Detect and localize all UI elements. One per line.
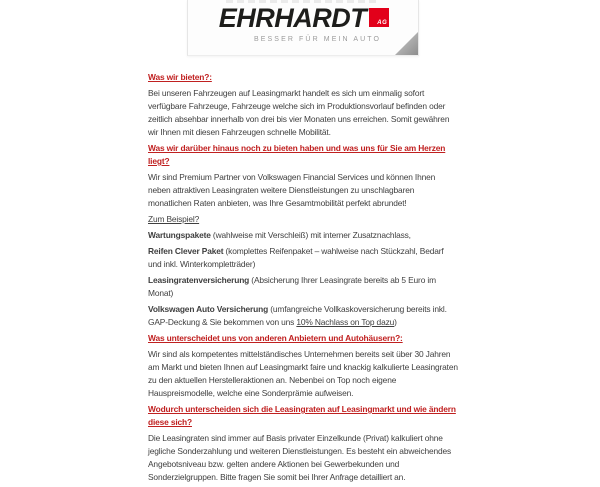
company-logo <box>187 0 419 56</box>
text-run: Zum Beispiel? <box>148 214 200 224</box>
heading-darueber-hinaus <box>148 142 458 168</box>
para-premium-partner <box>148 171 458 210</box>
text-run: Wodurch unterscheiden sich die Leasingraten auf Leasingmarkt und wie ändern diese sich? <box>148 404 456 427</box>
para-vw-auto-versicherung <box>148 303 458 329</box>
logo-badge-text: AG <box>377 20 388 26</box>
text-run: Was wir bieten?: <box>148 72 212 82</box>
text-run: Bei unseren Fahrzeugen auf Leasingmarkt handelt es sich um einmalig sofort verfügbare Fahrzeuge, Fahrzeuge welche sich im Produktionsvorlauf befinden oder zeitlich absehbar innerhalb von drei bis vier Monaten uns erreichen. Somit gewähren wir Ihnen mit diesen Fahrzeugen schnelle Mobilität. <box>148 88 450 137</box>
para-wartungspakete <box>148 229 458 242</box>
line-zum-beispiel <box>148 213 458 226</box>
document-body <box>148 71 458 487</box>
text-run: (Absicherung Ihrer Leasingrate bereits ab 5 Euro im Monat) <box>148 275 436 298</box>
logo-wordmark: EHRHARDT <box>218 3 367 33</box>
page-fold-icon <box>395 32 418 55</box>
text-run: Wartungspakete <box>148 230 211 240</box>
logo-red-badge <box>369 8 389 27</box>
para-reifen-clever-paket <box>148 245 458 271</box>
para-fahrzeuge <box>148 87 458 139</box>
text-run: Was wir darüber hinaus noch zu bieten haben und was uns für Sie am Herzen liegt? <box>148 143 446 166</box>
heading-leasingraten-unterschied <box>148 403 458 429</box>
para-leasingratenversicherung <box>148 274 458 300</box>
text-run: ) <box>394 317 397 327</box>
text-run: Reifen Clever Paket <box>148 246 224 256</box>
heading-was-wir-bieten <box>148 71 458 84</box>
heading-unterscheidet-uns <box>148 332 458 345</box>
text-run: Die Leasingraten sind immer auf Basis privater Einzelkunde (Privat) kalkuliert ohne jegliche Sonderzahlung und weiteren Dienstleistungen. Es besteht ein abweichendes Angebotsniveau bzw. gelten andere Aktionen bei Gewerbekunden und Sonderzielgruppen. Bitte fragen Sie somit bei Ihrer Anfrage detailliert an. <box>148 433 452 482</box>
text-run: Wir sind als kompetentes mittelständisches Unternehmen bereits seit über 30 Jahren am Markt und bieten Ihnen auf Leasingmarkt faire und knackig kalkulierte Leasingraten zu den aktuellen Herstelleraktionen an. Nebenbei on Top noch eigene Hauspreismodelle, welche eine Sonderprämie aufweisen. <box>148 349 458 398</box>
text-run: 10% Nachlass on Top dazu <box>296 317 395 327</box>
text-run: (umfangreiche Vollkaskoversicherung bereits inkl. GAP-Deckung & Sie bekommen von uns <box>148 304 447 327</box>
para-30-jahre <box>148 348 458 400</box>
text-run: (wahlweise mit Verschleiß) mit interner Zusatznachlass, <box>210 230 411 240</box>
text-run: Leasingratenversicherung <box>148 275 250 285</box>
logo-brand-row <box>196 3 412 33</box>
text-run: (komplettes Reifenpaket – wahlweise nach Stückzahl, Bedarf und inkl. Winterkompletträder) <box>148 246 444 269</box>
para-leasingraten-basis <box>148 432 458 484</box>
text-run: Volkswagen Auto Versicherung <box>148 304 269 314</box>
text-run: Wir sind Premium Partner von Volkswagen Financial Services und können Ihnen neben attraktiven Leasingraten weitere Dienstleistungen zu unschlagbaren monatlichen Raten anbieten, was Ihre Gesamtmobilität perfekt abrundet! <box>148 172 436 208</box>
text-run: Was unterscheidet uns von anderen Anbietern und Autohäusern?: <box>148 333 403 343</box>
logo-tagline: BESSER FÜR MEIN AUTO <box>254 36 382 43</box>
